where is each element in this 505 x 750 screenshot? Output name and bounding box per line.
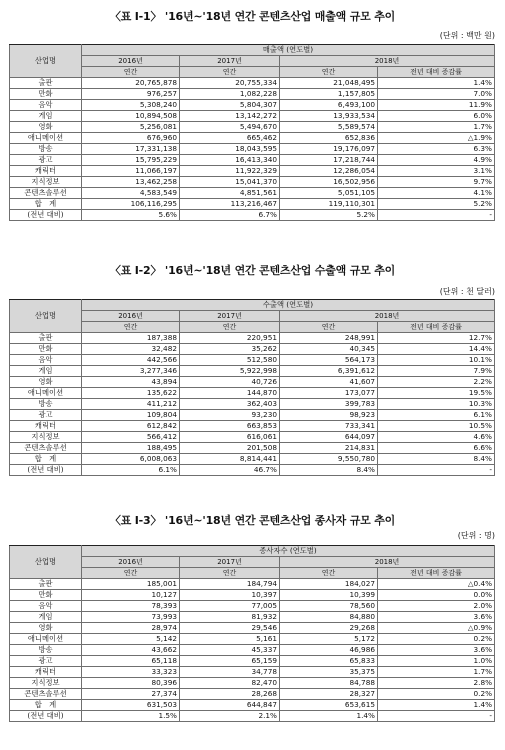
value-2016-cell: 612,842 <box>82 421 180 432</box>
table-2 <box>9 299 495 476</box>
industry-cell: 캐릭터 <box>10 667 82 678</box>
header-annual: 연간 <box>82 568 180 579</box>
value-2016-cell: 566,412 <box>82 432 180 443</box>
value-2018-cell: 13,933,534 <box>280 111 378 122</box>
total-row <box>10 700 495 711</box>
value-2016-cell: 11,066,197 <box>82 166 180 177</box>
growth-cell: 4.9% <box>378 155 495 166</box>
header-annual: 연간 <box>280 568 378 579</box>
header-group: 수출액 (연도별) <box>82 300 495 311</box>
value-2016-cell: 15,795,229 <box>82 155 180 166</box>
table-row <box>10 166 495 177</box>
value-2017-cell: 20,755,334 <box>180 78 280 89</box>
value-2017-cell: 34,778 <box>180 667 280 678</box>
table-row <box>10 678 495 689</box>
value-2018-cell: 6,493,100 <box>280 100 378 111</box>
value-2016-cell: 73,993 <box>82 612 180 623</box>
growth-cell: △0.9% <box>378 623 495 634</box>
value-2016-cell: 3,277,346 <box>82 366 180 377</box>
table-row <box>10 667 495 678</box>
total-row <box>10 454 495 465</box>
industry-cell: 광고 <box>10 410 82 421</box>
table-row <box>10 601 495 612</box>
table-row <box>10 344 495 355</box>
value-2017-cell: 93,230 <box>180 410 280 421</box>
growth-cell: 10.1% <box>378 355 495 366</box>
table-row <box>10 645 495 656</box>
value-2017-cell: 16,413,340 <box>180 155 280 166</box>
value-2017-cell: 10,397 <box>180 590 280 601</box>
growth-cell: 1.7% <box>378 122 495 133</box>
table-row <box>10 355 495 366</box>
table-row <box>10 177 495 188</box>
table-1-unit: (단위 : 백만 원) <box>439 31 495 40</box>
value-2016-cell: 135,622 <box>82 388 180 399</box>
value-2017-cell: 5,494,670 <box>180 122 280 133</box>
header-group: 매출액 (연도별) <box>82 45 495 56</box>
industry-cell: 광고 <box>10 656 82 667</box>
table-row <box>10 388 495 399</box>
value-2016-cell: 10,127 <box>82 590 180 601</box>
growth-cell: 0.0% <box>378 590 495 601</box>
value-2017-cell: 40,726 <box>180 377 280 388</box>
header-growth: 전년 대비 증감률 <box>378 322 495 333</box>
industry-cell: 콘텐츠솔루션 <box>10 188 82 199</box>
yoy-row <box>10 210 495 221</box>
value-2017-cell: 45,337 <box>180 645 280 656</box>
yoy-row <box>10 465 495 476</box>
value-2018-cell: 5.2% <box>280 210 378 221</box>
value-2016-cell: 65,118 <box>82 656 180 667</box>
table-row <box>10 689 495 700</box>
growth-cell: 0.2% <box>378 689 495 700</box>
table-row <box>10 634 495 645</box>
table-2-unit: (단위 : 천 달러) <box>439 287 495 296</box>
value-2016-cell: 10,894,508 <box>82 111 180 122</box>
header-annual: 연간 <box>180 67 280 78</box>
value-2018-cell: 652,836 <box>280 133 378 144</box>
value-2016-cell: 28,974 <box>82 623 180 634</box>
value-2018-cell: 17,218,744 <box>280 155 378 166</box>
header-2018: 2018년 <box>280 56 495 67</box>
growth-cell: 11.9% <box>378 100 495 111</box>
value-2016-cell: 13,462,258 <box>82 177 180 188</box>
value-2017-cell: 6.7% <box>180 210 280 221</box>
value-2016-cell: 442,566 <box>82 355 180 366</box>
industry-cell: 콘텐츠솔루션 <box>10 689 82 700</box>
value-2017-cell: 82,470 <box>180 678 280 689</box>
value-2017-cell: 29,546 <box>180 623 280 634</box>
growth-cell: 1.4% <box>378 700 495 711</box>
table-row <box>10 579 495 590</box>
growth-cell: 7.9% <box>378 366 495 377</box>
growth-cell: 4.1% <box>378 188 495 199</box>
value-2016-cell: 4,583,549 <box>82 188 180 199</box>
value-2017-cell: 5,804,307 <box>180 100 280 111</box>
header-annual: 연간 <box>280 322 378 333</box>
value-2017-cell: 512,580 <box>180 355 280 366</box>
table-row <box>10 590 495 601</box>
growth-cell: △1.9% <box>378 133 495 144</box>
table-3 <box>9 545 495 722</box>
value-2017-cell: 616,061 <box>180 432 280 443</box>
table-row <box>10 111 495 122</box>
value-2018-cell: 35,375 <box>280 667 378 678</box>
value-2018-cell: 399,783 <box>280 399 378 410</box>
growth-cell: 2.0% <box>378 601 495 612</box>
growth-cell: 7.0% <box>378 89 495 100</box>
industry-cell: 캐릭터 <box>10 421 82 432</box>
table-3-title: 〈표 Ⅰ-3〉 '16년~'18년 연간 콘텐츠산업 종사자 규모 추이 <box>109 514 396 527</box>
table-row <box>10 144 495 155</box>
header-annual: 연간 <box>280 67 378 78</box>
industry-cell: 만화 <box>10 344 82 355</box>
value-2017-cell: 18,043,595 <box>180 144 280 155</box>
value-2018-cell: 119,110,301 <box>280 199 378 210</box>
value-2016-cell: 5,142 <box>82 634 180 645</box>
value-2016-cell: 43,662 <box>82 645 180 656</box>
growth-cell: 3.6% <box>378 612 495 623</box>
industry-cell: 게임 <box>10 366 82 377</box>
industry-cell: 지식정보 <box>10 177 82 188</box>
value-2016-cell: 6,008,063 <box>82 454 180 465</box>
value-2017-cell: 644,847 <box>180 700 280 711</box>
value-2016-cell: 32,482 <box>82 344 180 355</box>
value-2016-cell: 80,396 <box>82 678 180 689</box>
yoy-row <box>10 711 495 722</box>
value-2016-cell: 5,256,081 <box>82 122 180 133</box>
growth-cell: 14.4% <box>378 344 495 355</box>
growth-cell: - <box>378 711 495 722</box>
growth-cell: 6.6% <box>378 443 495 454</box>
header-group: 종사자수 (연도별) <box>82 546 495 557</box>
value-2018-cell: 16,502,956 <box>280 177 378 188</box>
growth-cell: 9.7% <box>378 177 495 188</box>
industry-cell: (전년 대비) <box>10 711 82 722</box>
industry-cell: 광고 <box>10 155 82 166</box>
header-annual: 연간 <box>180 568 280 579</box>
header-2017: 2017년 <box>180 557 280 568</box>
value-2017-cell: 184,794 <box>180 579 280 590</box>
value-2017-cell: 113,216,467 <box>180 199 280 210</box>
header-growth: 전년 대비 증감률 <box>378 568 495 579</box>
table-row <box>10 89 495 100</box>
value-2018-cell: 65,833 <box>280 656 378 667</box>
growth-cell: - <box>378 210 495 221</box>
value-2016-cell: 5.6% <box>82 210 180 221</box>
value-2016-cell: 106,116,295 <box>82 199 180 210</box>
industry-cell: 영화 <box>10 122 82 133</box>
value-2016-cell: 5,308,240 <box>82 100 180 111</box>
value-2016-cell: 411,212 <box>82 399 180 410</box>
industry-cell: 게임 <box>10 111 82 122</box>
value-2017-cell: 2.1% <box>180 711 280 722</box>
growth-cell: 5.2% <box>378 199 495 210</box>
growth-cell: 3.1% <box>378 166 495 177</box>
header-2018: 2018년 <box>280 311 495 322</box>
value-2018-cell: 46,986 <box>280 645 378 656</box>
table-3-unit: (단위 : 명) <box>457 531 495 540</box>
industry-cell: 영화 <box>10 623 82 634</box>
value-2018-cell: 9,550,780 <box>280 454 378 465</box>
table-row <box>10 443 495 454</box>
growth-cell: 12.7% <box>378 333 495 344</box>
value-2017-cell: 81,932 <box>180 612 280 623</box>
growth-cell: 1.0% <box>378 656 495 667</box>
value-2018-cell: 5,051,105 <box>280 188 378 199</box>
header-industry: 산업명 <box>10 45 82 78</box>
industry-cell: 합 계 <box>10 454 82 465</box>
industry-cell: 합 계 <box>10 700 82 711</box>
value-2018-cell: 173,077 <box>280 388 378 399</box>
industry-cell: 방송 <box>10 144 82 155</box>
value-2018-cell: 8.4% <box>280 465 378 476</box>
header-annual: 연간 <box>82 67 180 78</box>
growth-cell: 4.6% <box>378 432 495 443</box>
header-growth: 전년 대비 증감률 <box>378 67 495 78</box>
value-2016-cell: 78,393 <box>82 601 180 612</box>
industry-cell: 출판 <box>10 333 82 344</box>
table-row <box>10 410 495 421</box>
table-row <box>10 133 495 144</box>
table-row <box>10 399 495 410</box>
table-row <box>10 333 495 344</box>
header-annual: 연간 <box>82 322 180 333</box>
value-2016-cell: 187,388 <box>82 333 180 344</box>
table-row <box>10 623 495 634</box>
industry-cell: 게임 <box>10 612 82 623</box>
value-2017-cell: 663,853 <box>180 421 280 432</box>
value-2018-cell: 564,173 <box>280 355 378 366</box>
value-2016-cell: 27,374 <box>82 689 180 700</box>
growth-cell: △0.4% <box>378 579 495 590</box>
value-2018-cell: 5,589,574 <box>280 122 378 133</box>
growth-cell: 19.5% <box>378 388 495 399</box>
value-2017-cell: 5,922,998 <box>180 366 280 377</box>
value-2017-cell: 144,870 <box>180 388 280 399</box>
industry-cell: 애니메이션 <box>10 388 82 399</box>
value-2018-cell: 21,048,495 <box>280 78 378 89</box>
header-2017: 2017년 <box>180 311 280 322</box>
header-2018: 2018년 <box>280 557 495 568</box>
value-2018-cell: 41,607 <box>280 377 378 388</box>
value-2017-cell: 362,403 <box>180 399 280 410</box>
value-2018-cell: 29,268 <box>280 623 378 634</box>
table-row <box>10 612 495 623</box>
total-row <box>10 199 495 210</box>
header-industry: 산업명 <box>10 300 82 333</box>
value-2016-cell: 109,804 <box>82 410 180 421</box>
value-2016-cell: 33,323 <box>82 667 180 678</box>
value-2018-cell: 248,991 <box>280 333 378 344</box>
value-2017-cell: 8,814,441 <box>180 454 280 465</box>
industry-cell: 음악 <box>10 100 82 111</box>
value-2017-cell: 220,951 <box>180 333 280 344</box>
value-2018-cell: 184,027 <box>280 579 378 590</box>
value-2017-cell: 4,851,561 <box>180 188 280 199</box>
industry-cell: 만화 <box>10 89 82 100</box>
growth-cell: 1.7% <box>378 667 495 678</box>
table-row <box>10 377 495 388</box>
value-2016-cell: 631,503 <box>82 700 180 711</box>
table-2-title: 〈표 Ⅰ-2〉 '16년~'18년 연간 콘텐츠산업 수출액 규모 추이 <box>109 264 396 277</box>
value-2018-cell: 10,399 <box>280 590 378 601</box>
value-2018-cell: 1,157,805 <box>280 89 378 100</box>
table-row <box>10 366 495 377</box>
value-2016-cell: 43,894 <box>82 377 180 388</box>
value-2017-cell: 13,142,272 <box>180 111 280 122</box>
value-2018-cell: 12,286,054 <box>280 166 378 177</box>
table-row <box>10 656 495 667</box>
value-2018-cell: 98,923 <box>280 410 378 421</box>
value-2016-cell: 676,960 <box>82 133 180 144</box>
value-2017-cell: 46.7% <box>180 465 280 476</box>
growth-cell: 10.3% <box>378 399 495 410</box>
header-2017: 2017년 <box>180 56 280 67</box>
header-2016: 2016년 <box>82 557 180 568</box>
header-industry: 산업명 <box>10 546 82 579</box>
growth-cell: 6.1% <box>378 410 495 421</box>
value-2016-cell: 6.1% <box>82 465 180 476</box>
header-annual: 연간 <box>180 322 280 333</box>
value-2018-cell: 644,097 <box>280 432 378 443</box>
value-2018-cell: 6,391,612 <box>280 366 378 377</box>
table-row <box>10 122 495 133</box>
table-row <box>10 188 495 199</box>
value-2016-cell: 1.5% <box>82 711 180 722</box>
growth-cell: 3.6% <box>378 645 495 656</box>
table-row <box>10 432 495 443</box>
value-2018-cell: 19,176,097 <box>280 144 378 155</box>
industry-cell: 지식정보 <box>10 432 82 443</box>
table-1 <box>9 44 495 221</box>
industry-cell: (전년 대비) <box>10 210 82 221</box>
industry-cell: 음악 <box>10 355 82 366</box>
growth-cell: 1.4% <box>378 78 495 89</box>
industry-cell: 방송 <box>10 645 82 656</box>
growth-cell: 2.2% <box>378 377 495 388</box>
value-2018-cell: 653,615 <box>280 700 378 711</box>
industry-cell: 만화 <box>10 590 82 601</box>
value-2018-cell: 214,831 <box>280 443 378 454</box>
value-2017-cell: 77,005 <box>180 601 280 612</box>
table-row <box>10 155 495 166</box>
table-1-title: 〈표 Ⅰ-1〉 '16년~'18년 연간 콘텐츠산업 매출액 규모 추이 <box>109 10 396 23</box>
value-2018-cell: 733,341 <box>280 421 378 432</box>
industry-cell: 지식정보 <box>10 678 82 689</box>
table-row <box>10 421 495 432</box>
value-2016-cell: 20,765,878 <box>82 78 180 89</box>
value-2018-cell: 78,560 <box>280 601 378 612</box>
growth-cell: 10.5% <box>378 421 495 432</box>
value-2017-cell: 665,462 <box>180 133 280 144</box>
value-2016-cell: 188,495 <box>82 443 180 454</box>
header-2016: 2016년 <box>82 56 180 67</box>
value-2016-cell: 17,331,138 <box>82 144 180 155</box>
value-2018-cell: 84,788 <box>280 678 378 689</box>
value-2018-cell: 84,880 <box>280 612 378 623</box>
value-2017-cell: 1,082,228 <box>180 89 280 100</box>
value-2017-cell: 11,922,329 <box>180 166 280 177</box>
table-row <box>10 100 495 111</box>
industry-cell: 애니메이션 <box>10 133 82 144</box>
growth-cell: 8.4% <box>378 454 495 465</box>
growth-cell: 2.8% <box>378 678 495 689</box>
growth-cell: 6.0% <box>378 111 495 122</box>
value-2017-cell: 28,268 <box>180 689 280 700</box>
industry-cell: 출판 <box>10 579 82 590</box>
value-2017-cell: 15,041,370 <box>180 177 280 188</box>
value-2016-cell: 185,001 <box>82 579 180 590</box>
growth-cell: 6.3% <box>378 144 495 155</box>
table-row <box>10 78 495 89</box>
industry-cell: (전년 대비) <box>10 465 82 476</box>
header-2016: 2016년 <box>82 311 180 322</box>
industry-cell: 음악 <box>10 601 82 612</box>
value-2017-cell: 65,159 <box>180 656 280 667</box>
industry-cell: 출판 <box>10 78 82 89</box>
industry-cell: 방송 <box>10 399 82 410</box>
growth-cell: - <box>378 465 495 476</box>
industry-cell: 애니메이션 <box>10 634 82 645</box>
value-2017-cell: 201,508 <box>180 443 280 454</box>
industry-cell: 콘텐츠솔루션 <box>10 443 82 454</box>
value-2018-cell: 28,327 <box>280 689 378 700</box>
industry-cell: 캐릭터 <box>10 166 82 177</box>
value-2017-cell: 35,262 <box>180 344 280 355</box>
value-2018-cell: 1.4% <box>280 711 378 722</box>
industry-cell: 영화 <box>10 377 82 388</box>
value-2018-cell: 40,345 <box>280 344 378 355</box>
industry-cell: 합 계 <box>10 199 82 210</box>
value-2016-cell: 976,257 <box>82 89 180 100</box>
growth-cell: 0.2% <box>378 634 495 645</box>
value-2018-cell: 5,172 <box>280 634 378 645</box>
value-2017-cell: 5,161 <box>180 634 280 645</box>
